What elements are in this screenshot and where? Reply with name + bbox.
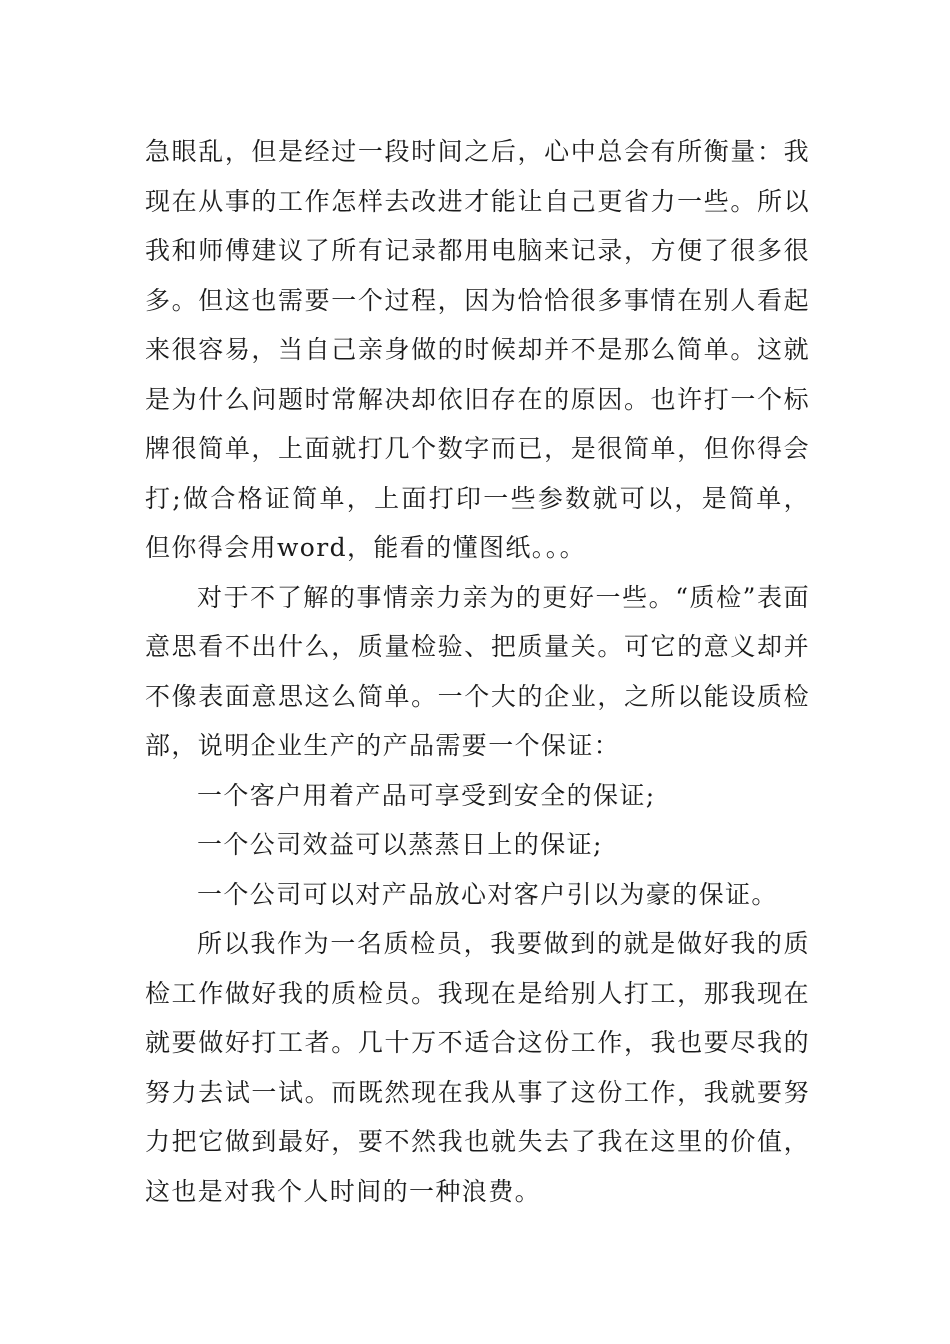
paragraph-conclusion: 所以我作为一名质检员，我要做到的就是做好我的质检工作做好我的质检员。我现在是给别人打工，那我现在就要做好打工者。几十万不适合这份工作，我也要尽我的努力去试一试。而既然现在我从事了这份工作，我就要努力把它做到最好，要不然我也就失去了我在这里的价值，这也是对我个人时间的一种浪费。 bbox=[145, 929, 810, 1206]
list-item-company-pride: 一个公司可以对产品放心对客户引以为豪的保证。 bbox=[197, 879, 778, 909]
list-item-customer-safety: 一个客户用着产品可享受到安全的保证; bbox=[197, 780, 656, 810]
paragraph-continuation: 急眼乱，但是经过一段时间之后，心中总会有所衡量：我现在从事的工作怎样去改进才能让自己更省力一些。所以我和师傅建议了所有记录都用电脑来记录，方便了很多很多。但这也需要一个过程，因为恰恰很多事情在别人看起来很容易，当自己亲身做的时候却并不是那么简单。这就是为什么问题时常解决却依旧存在的原因。也许打一个标牌很简单，上面就打几个数字而已，是很简单，但你得会打;做合格证简单，上面打印一些参数就可以，是简单，但你得会用word，能看的懂图纸。。。 bbox=[145, 137, 810, 562]
paragraph-quality-inspection: 对于不了解的事情亲力亲为的更好一些。“质检”表面意思看不出什么，质量检验、把质量关。可它的意义却并不像表面意思这么简单。一个大的企业，之所以能设质检部，说明企业生产的产品需要一个保证： bbox=[145, 582, 810, 760]
list-item-company-benefit: 一个公司效益可以蒸蒸日上的保证; bbox=[197, 830, 603, 859]
document-body bbox=[145, 127, 810, 1216]
